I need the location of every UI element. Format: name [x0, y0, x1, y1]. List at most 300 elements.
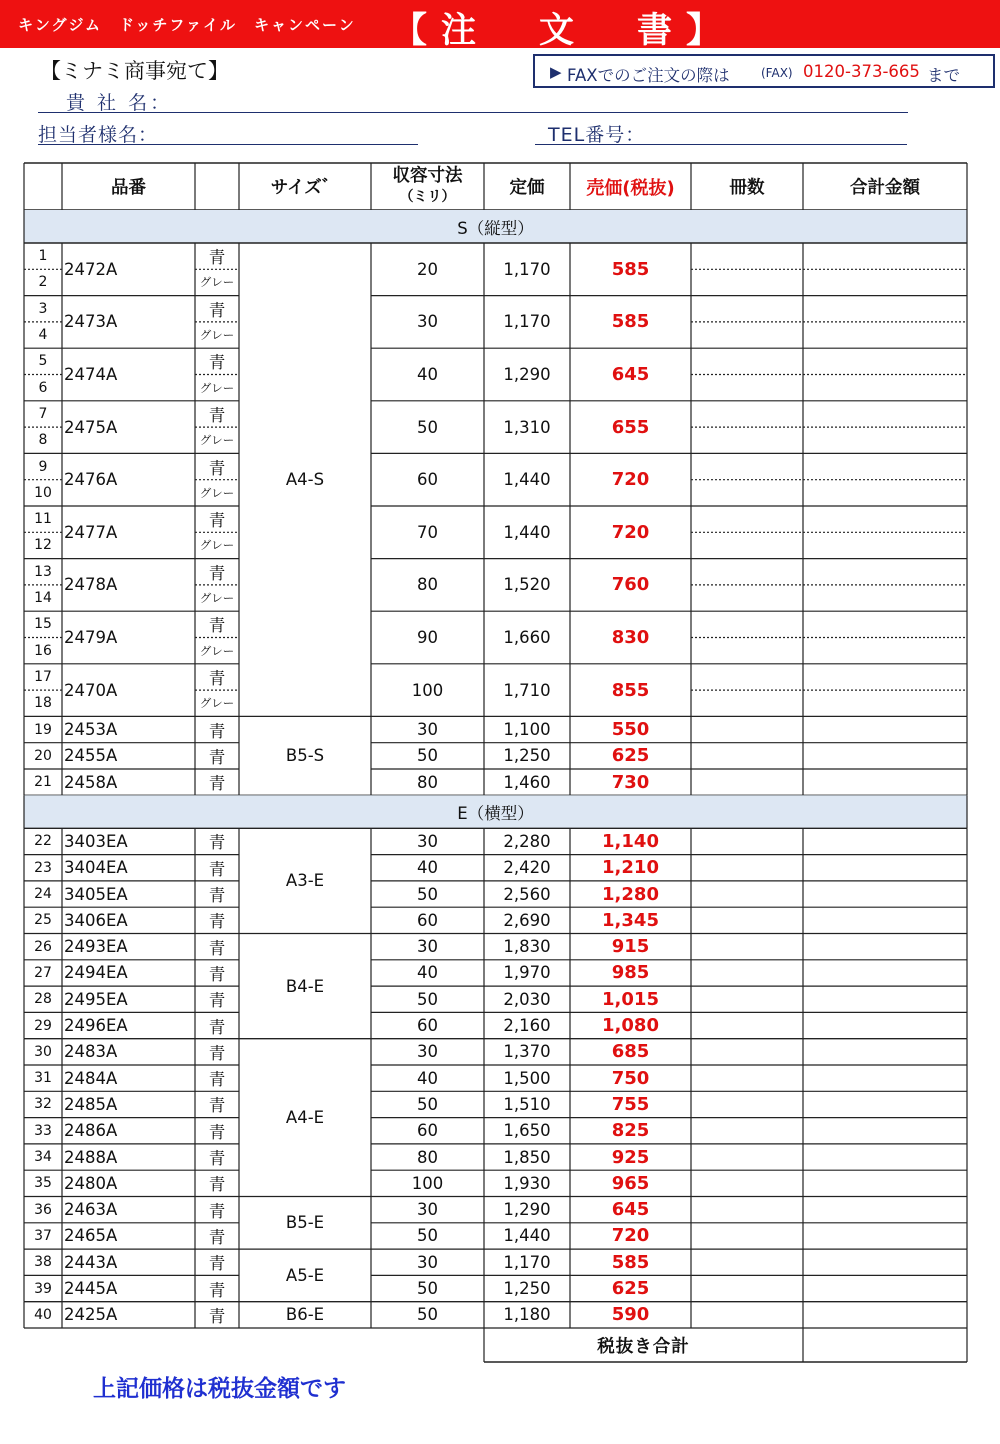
sale-price: 655 [611, 416, 650, 438]
total-cell[interactable] [803, 401, 967, 427]
row-number: 12 [34, 537, 52, 554]
product-code: 2425A [64, 1305, 118, 1325]
quantity-cell[interactable] [691, 453, 803, 479]
capacity-value: 80 [417, 1147, 438, 1167]
sale-price: 760 [611, 574, 650, 596]
quantity-cell[interactable] [691, 1223, 803, 1249]
form-title: 【注 文 書】 [392, 11, 736, 51]
total-cell[interactable] [803, 559, 967, 585]
quantity-cell[interactable] [691, 1144, 803, 1170]
total-cell[interactable] [803, 611, 967, 637]
header-list-price: 定価 [509, 178, 545, 198]
product-code: 2463A [64, 1200, 118, 1220]
quantity-cell[interactable] [691, 1039, 803, 1065]
capacity-value: 30 [417, 1042, 438, 1062]
total-cell[interactable] [803, 960, 967, 986]
sale-price: 1,080 [602, 1015, 659, 1037]
quantity-cell[interactable] [691, 269, 803, 295]
row-number: 30 [34, 1043, 52, 1060]
list-price: 1,460 [503, 772, 551, 792]
color-label: 青 [208, 1017, 226, 1037]
product-code: 2473A [64, 312, 118, 332]
product-code: 2445A [64, 1279, 118, 1299]
sale-price: 1,345 [602, 909, 659, 931]
sale-price: 755 [611, 1093, 650, 1115]
capacity-value: 30 [417, 720, 438, 740]
row-number: 40 [34, 1306, 52, 1323]
quantity-cell[interactable] [691, 401, 803, 427]
product-code: 2485A [64, 1094, 118, 1114]
product-code: 2483A [64, 1042, 118, 1062]
header-capacity [371, 163, 484, 210]
product-code: 2495EA [64, 989, 128, 1009]
capacity-value: 100 [411, 680, 444, 700]
sale-price: 1,280 [602, 883, 659, 905]
total-cell[interactable] [803, 506, 967, 532]
contact-person-label: 担当者様名： [38, 124, 159, 146]
list-price: 2,690 [503, 910, 551, 930]
list-price: 1,510 [503, 1094, 551, 1114]
color-label: 青 [208, 563, 226, 583]
list-price: 2,160 [503, 1016, 551, 1036]
list-price: 1,850 [503, 1147, 551, 1167]
quantity-cell[interactable] [691, 828, 803, 854]
header-total: 合計金額 [850, 178, 920, 198]
product-code: 2443A [64, 1252, 118, 1272]
color-label: 青 [208, 833, 226, 853]
color-label: グレー [199, 538, 235, 553]
row-number: 6 [38, 379, 48, 396]
sale-price: 585 [611, 311, 650, 333]
sale-price: 625 [611, 745, 650, 767]
size-group-label: B6-E [285, 1305, 325, 1325]
color-label: グレー [199, 275, 235, 290]
product-code: 2476A [64, 470, 118, 490]
row-number: 17 [34, 668, 52, 685]
total-cell[interactable] [803, 690, 967, 716]
row-number: 29 [34, 1017, 52, 1034]
list-price: 1,650 [503, 1121, 551, 1141]
color-label: 青 [208, 458, 226, 478]
list-price: 1,520 [503, 575, 551, 595]
list-price: 1,930 [503, 1173, 551, 1193]
row-number: 36 [34, 1201, 52, 1218]
row-number: 23 [34, 859, 52, 876]
list-price: 1,370 [503, 1042, 551, 1062]
row-number: 35 [34, 1175, 52, 1192]
color-label: 青 [208, 991, 226, 1011]
sale-price: 1,140 [602, 830, 659, 852]
quantity-cell[interactable] [691, 743, 803, 769]
total-cell[interactable] [803, 532, 967, 558]
total-cell[interactable] [803, 1065, 967, 1091]
row-number: 7 [38, 405, 48, 422]
row-number: 32 [34, 1096, 52, 1113]
color-label: 青 [208, 938, 226, 958]
total-cell[interactable] [803, 453, 967, 479]
size-group-label: A4-S [285, 470, 325, 490]
total-cell[interactable] [803, 934, 967, 960]
sale-price: 720 [611, 469, 650, 491]
capacity-value: 60 [417, 470, 438, 490]
list-price: 1,710 [503, 680, 551, 700]
capacity-value: 60 [417, 910, 438, 930]
capacity-value: 50 [417, 1305, 438, 1325]
sale-price: 855 [611, 679, 650, 701]
sale-price: 965 [611, 1172, 650, 1194]
product-code: 3405EA [64, 884, 128, 904]
header-product-code: 品番 [111, 178, 146, 198]
color-label: 青 [208, 248, 226, 268]
header-size: サイズ゛ [270, 178, 340, 198]
row-number: 24 [34, 886, 52, 903]
list-price: 2,560 [503, 884, 551, 904]
total-cell[interactable] [803, 296, 967, 322]
quantity-cell[interactable] [691, 934, 803, 960]
product-code: 2486A [64, 1121, 118, 1141]
tax-note: 上記価格は税抜金額です [93, 1376, 346, 1402]
total-cell[interactable] [803, 375, 967, 401]
capacity-value: 30 [417, 831, 438, 851]
product-code: 2477A [64, 522, 118, 542]
sale-price: 645 [611, 363, 650, 385]
quantity-cell[interactable] [691, 559, 803, 585]
capacity-value: 50 [417, 746, 438, 766]
header-capacity-line1: 収容寸法 [392, 165, 463, 186]
sale-price: 550 [611, 719, 650, 741]
total-cell[interactable] [803, 1170, 967, 1196]
list-price: 2,420 [503, 858, 551, 878]
capacity-value: 90 [417, 627, 438, 647]
capacity-value: 30 [417, 312, 438, 332]
row-number: 9 [38, 458, 48, 475]
quantity-cell[interactable] [691, 769, 803, 795]
capacity-value: 30 [417, 1252, 438, 1272]
row-number: 33 [34, 1122, 52, 1139]
total-cell[interactable] [803, 1091, 967, 1117]
row-number: 21 [34, 774, 52, 791]
color-label: 青 [208, 912, 226, 932]
capacity-value: 40 [417, 858, 438, 878]
quantity-cell[interactable] [691, 1249, 803, 1275]
sale-price: 750 [611, 1067, 650, 1089]
sale-price: 830 [611, 626, 650, 648]
total-cell[interactable] [803, 855, 967, 881]
total-cell[interactable] [803, 986, 967, 1012]
list-price: 1,440 [503, 522, 551, 542]
color-label: 青 [208, 405, 226, 425]
quantity-cell[interactable] [691, 427, 803, 453]
fax-lead-text: FAXでのご注文の際は [567, 66, 730, 85]
list-price: 1,250 [503, 746, 551, 766]
total-cell[interactable] [803, 1249, 967, 1275]
row-number: 18 [34, 695, 52, 712]
product-code: 2496EA [64, 1016, 128, 1036]
quantity-cell[interactable] [691, 1012, 803, 1038]
capacity-value: 40 [417, 364, 438, 384]
row-number: 4 [38, 327, 48, 344]
capacity-value: 60 [417, 1121, 438, 1141]
size-group-label: B4-E [285, 976, 325, 996]
quantity-cell[interactable] [691, 585, 803, 611]
color-label: 青 [208, 886, 226, 906]
quantity-cell[interactable] [691, 1197, 803, 1223]
color-label: グレー [199, 591, 235, 606]
product-code: 2493EA [64, 937, 128, 957]
row-number: 31 [34, 1070, 52, 1087]
destination-label: 【ミナミ商事宛て】 [40, 59, 229, 83]
quantity-cell[interactable] [691, 690, 803, 716]
list-price: 1,170 [503, 259, 551, 279]
product-code: 3404EA [64, 858, 128, 878]
section-title: S（縦型） [457, 218, 534, 238]
company-name-label: 貴 社 名： [66, 92, 173, 114]
row-number: 11 [34, 511, 52, 528]
list-price: 1,180 [503, 1305, 551, 1325]
list-price: 1,170 [503, 1252, 551, 1272]
row-number: 10 [34, 484, 52, 501]
sale-price: 625 [611, 1278, 650, 1300]
color-label: グレー [199, 380, 235, 395]
quantity-cell[interactable] [691, 1302, 803, 1328]
row-number: 39 [34, 1280, 52, 1297]
total-cell[interactable] [803, 769, 967, 795]
color-label: 青 [208, 616, 226, 636]
product-code: 2478A [64, 575, 118, 595]
capacity-value: 100 [411, 1173, 444, 1193]
campaign-name: キングジム ドッチファイル キャンペーン [18, 16, 356, 34]
total-cell[interactable] [803, 585, 967, 611]
color-label: グレー [199, 433, 235, 448]
list-price: 1,250 [503, 1279, 551, 1299]
color-label: 青 [208, 1201, 226, 1221]
color-label: グレー [199, 485, 235, 500]
fax-tail-text: まで [927, 66, 960, 85]
color-label: 青 [208, 747, 226, 767]
list-price: 1,440 [503, 1226, 551, 1246]
product-code: 2479A [64, 627, 118, 647]
sale-price: 590 [611, 1304, 650, 1326]
row-number: 1 [38, 248, 48, 265]
quantity-cell[interactable] [691, 907, 803, 933]
fax-number: 0120-373-665 [803, 62, 920, 81]
quantity-cell[interactable] [691, 664, 803, 690]
sale-price: 1,210 [602, 857, 659, 879]
color-label: グレー [199, 643, 235, 658]
color-label: 青 [208, 1149, 226, 1169]
quantity-cell[interactable] [691, 480, 803, 506]
color-label: 青 [208, 1280, 226, 1300]
total-cell[interactable] [803, 269, 967, 295]
size-group-label: B5-E [285, 1213, 325, 1233]
list-price: 2,030 [503, 989, 551, 1009]
total-cell[interactable] [803, 907, 967, 933]
product-code: 2484A [64, 1068, 118, 1088]
row-number: 20 [34, 747, 52, 764]
quantity-cell[interactable] [691, 611, 803, 637]
quantity-cell[interactable] [691, 375, 803, 401]
capacity-value: 50 [417, 1094, 438, 1114]
color-label: 青 [208, 668, 226, 688]
fax-tag: (FAX) [761, 66, 793, 80]
header-no [24, 163, 62, 210]
row-number: 22 [34, 833, 52, 850]
total-cell[interactable] [803, 716, 967, 742]
color-label: グレー [199, 328, 235, 343]
row-number: 3 [38, 300, 48, 317]
list-price: 1,290 [503, 1200, 551, 1220]
quantity-cell[interactable] [691, 1275, 803, 1301]
total-cell[interactable] [803, 638, 967, 664]
product-code: 3406EA [64, 910, 128, 930]
quantity-cell[interactable] [691, 855, 803, 881]
list-price: 1,290 [503, 364, 551, 384]
row-number: 5 [38, 353, 48, 370]
total-cell[interactable] [803, 427, 967, 453]
sale-price: 730 [611, 771, 650, 793]
sale-price: 585 [611, 258, 650, 280]
quantity-cell[interactable] [691, 716, 803, 742]
row-number: 38 [34, 1254, 52, 1271]
list-price: 1,660 [503, 627, 551, 647]
arrow-right-icon: ▶ [550, 63, 562, 81]
capacity-value: 50 [417, 884, 438, 904]
list-price: 2,280 [503, 831, 551, 851]
row-number: 27 [34, 964, 52, 981]
list-price: 1,970 [503, 963, 551, 983]
capacity-value: 60 [417, 1016, 438, 1036]
color-label: 青 [208, 353, 226, 373]
capacity-value: 50 [417, 1279, 438, 1299]
size-group-label: A4-E [285, 1108, 325, 1128]
quantity-cell[interactable] [691, 532, 803, 558]
row-number: 19 [34, 721, 52, 738]
sale-price: 720 [611, 1225, 650, 1247]
total-cell[interactable] [803, 743, 967, 769]
row-number: 28 [34, 991, 52, 1008]
row-number: 2 [38, 274, 48, 291]
row-number: 26 [34, 938, 52, 955]
size-group-label: A3-E [285, 871, 325, 891]
header-quantity: 冊数 [729, 178, 765, 198]
list-price: 1,100 [503, 720, 551, 740]
sale-price: 915 [611, 936, 650, 958]
color-label: グレー [199, 696, 235, 711]
header-sale-price: 売価(税抜) [586, 177, 675, 199]
sale-price: 685 [611, 1041, 650, 1063]
total-cell[interactable] [803, 348, 967, 374]
color-label: 青 [208, 1227, 226, 1247]
total-cell[interactable] [803, 243, 967, 269]
quantity-cell[interactable] [691, 322, 803, 348]
total-cell[interactable] [803, 664, 967, 690]
color-label: 青 [208, 721, 226, 741]
quantity-cell[interactable] [691, 296, 803, 322]
quantity-cell[interactable] [691, 1170, 803, 1196]
sale-price: 1,015 [602, 988, 659, 1010]
product-code: 2453A [64, 720, 118, 740]
sale-price: 585 [611, 1251, 650, 1273]
capacity-value: 50 [417, 1226, 438, 1246]
quantity-cell[interactable] [691, 348, 803, 374]
sale-price: 925 [611, 1146, 650, 1168]
quantity-cell[interactable] [691, 1118, 803, 1144]
row-number: 37 [34, 1227, 52, 1244]
product-code: 2474A [64, 364, 118, 384]
row-number: 25 [34, 912, 52, 929]
product-code: 2480A [64, 1173, 118, 1193]
row-number: 14 [34, 590, 52, 607]
capacity-value: 30 [417, 937, 438, 957]
subtotal-value-cell[interactable] [803, 1328, 967, 1362]
total-cell[interactable] [803, 828, 967, 854]
product-code: 2465A [64, 1226, 118, 1246]
color-label: 青 [208, 1306, 226, 1326]
header-capacity-line2: （ミリ） [399, 188, 456, 205]
product-code: 2455A [64, 746, 118, 766]
quantity-cell[interactable] [691, 1091, 803, 1117]
color-label: 青 [208, 1070, 226, 1090]
quantity-cell[interactable] [691, 986, 803, 1012]
quantity-cell[interactable] [691, 638, 803, 664]
size-group-label: A5-E [285, 1265, 325, 1285]
total-cell[interactable] [803, 1302, 967, 1328]
color-label: 青 [208, 1096, 226, 1116]
list-price: 1,310 [503, 417, 551, 437]
row-number: 13 [34, 563, 52, 580]
sale-price: 825 [611, 1120, 650, 1142]
capacity-value: 40 [417, 1068, 438, 1088]
list-price: 1,440 [503, 470, 551, 490]
total-cell[interactable] [803, 1275, 967, 1301]
total-cell[interactable] [803, 1223, 967, 1249]
quantity-cell[interactable] [691, 1065, 803, 1091]
capacity-value: 80 [417, 575, 438, 595]
quantity-cell[interactable] [691, 881, 803, 907]
quantity-cell[interactable] [691, 960, 803, 986]
product-code: 2470A [64, 680, 118, 700]
total-cell[interactable] [803, 881, 967, 907]
quantity-cell[interactable] [691, 243, 803, 269]
total-cell[interactable] [803, 1039, 967, 1065]
capacity-value: 80 [417, 772, 438, 792]
color-label: 青 [208, 964, 226, 984]
header-color [195, 163, 239, 210]
quantity-cell[interactable] [691, 506, 803, 532]
capacity-value: 20 [417, 259, 438, 279]
total-cell[interactable] [803, 1012, 967, 1038]
capacity-value: 50 [417, 417, 438, 437]
total-cell[interactable] [803, 322, 967, 348]
total-cell[interactable] [803, 1197, 967, 1223]
tel-label: TEL番号： [548, 124, 646, 146]
size-group-label: B5-S [285, 746, 325, 766]
product-code: 2458A [64, 772, 118, 792]
color-label: 青 [208, 859, 226, 879]
total-cell[interactable] [803, 1144, 967, 1170]
capacity-value: 50 [417, 989, 438, 1009]
color-label: 青 [208, 1175, 226, 1195]
total-cell[interactable] [803, 480, 967, 506]
color-label: 青 [208, 1043, 226, 1063]
total-cell[interactable] [803, 1118, 967, 1144]
color-label: 青 [208, 1122, 226, 1142]
sale-price: 985 [611, 962, 650, 984]
list-price: 1,830 [503, 937, 551, 957]
product-code: 2475A [64, 417, 118, 437]
subtotal-label: 税抜き合計 [597, 1336, 690, 1357]
row-number: 16 [34, 642, 52, 659]
